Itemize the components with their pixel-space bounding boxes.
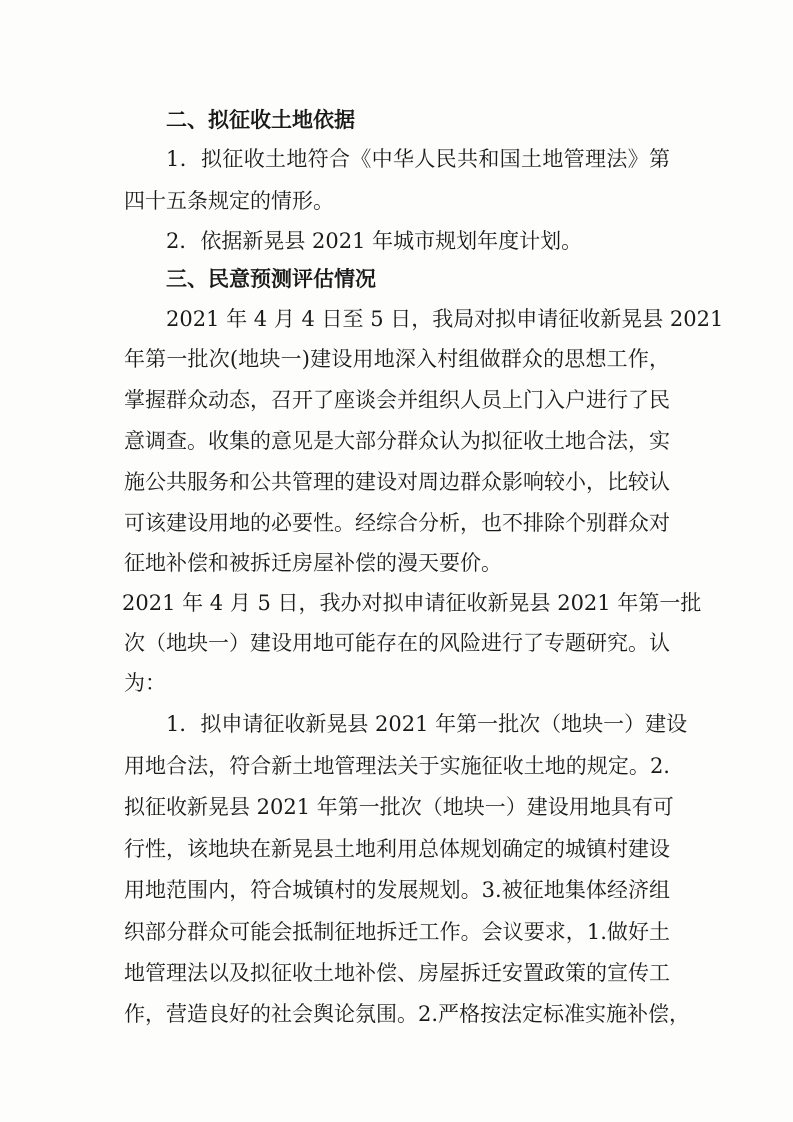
section-heading-2: 二、拟征收土地依据 [166,108,355,132]
para3-line: 行性，该地块在新晃县土地利用总体规划确定的城镇村建设 [124,837,670,861]
para1-line: 可该建设用地的必要性。经综合分析，也不排除个别群众对 [124,511,670,535]
sec2-item2: 2．依据新晃县 2021 年城市规划年度计划。 [166,229,583,253]
para2-line: 次（地块一）建设用地可能存在的风险进行了专题研究。认 [124,631,670,655]
para3-line: 拟征收新晃县 2021 年第一批次（地块一）建设用地具有可 [124,795,674,819]
para1-line: 掌握群众动态，召开了座谈会并组织人员上门入户进行了民 [124,388,670,412]
section-heading-3: 三、民意预测评估情况 [166,267,376,291]
sec2-item1-line2: 四十五条规定的情形。 [124,189,334,213]
para2-line: 为： [124,671,166,695]
para3-line: 用地合法，符合新土地管理法关于实施征收土地的规定。2. [124,754,670,778]
para3-line: 地管理法以及拟征收土地补偿、房屋拆迁安置政策的宣传工 [124,961,670,985]
para3-line: 织部分群众可能会抵制征地拆迁工作。会议要求，1.做好土 [124,920,670,944]
para1-line: 征地补偿和被拆迁房屋补偿的漫天要价。 [124,551,502,575]
para3-line: 作，营造良好的社会舆论氛围。2.严格按法定标准实施补偿， [124,1002,691,1026]
para1-line: 年第一批次(地块一)建设用地深入村组做群众的思想工作， [124,347,670,371]
sec2-item1-line1: 1．拟征收土地符合《中华人民共和国土地管理法》第 [166,147,670,171]
para3-line: 用地范围内，符合城镇村的发展规划。3.被征地集体经济组 [124,878,670,902]
para1-line: 意调查。收集的意见是大部分群众认为拟征收土地合法，实 [124,429,670,453]
para1-line: 施公共服务和公共管理的建设对周边群众影响较小，比较认 [124,470,670,494]
para2-line: 2021 年 4 月 5 日，我办对拟申请征收新晃县 2021 年第一批 [122,591,702,615]
para3-line: 1．拟申请征收新晃县 2021 年第一批次（地块一）建设 [166,712,688,736]
para1-line: 2021 年 4 月 4 日至 5 日，我局对拟申请征收新晃县 2021 [166,307,724,331]
